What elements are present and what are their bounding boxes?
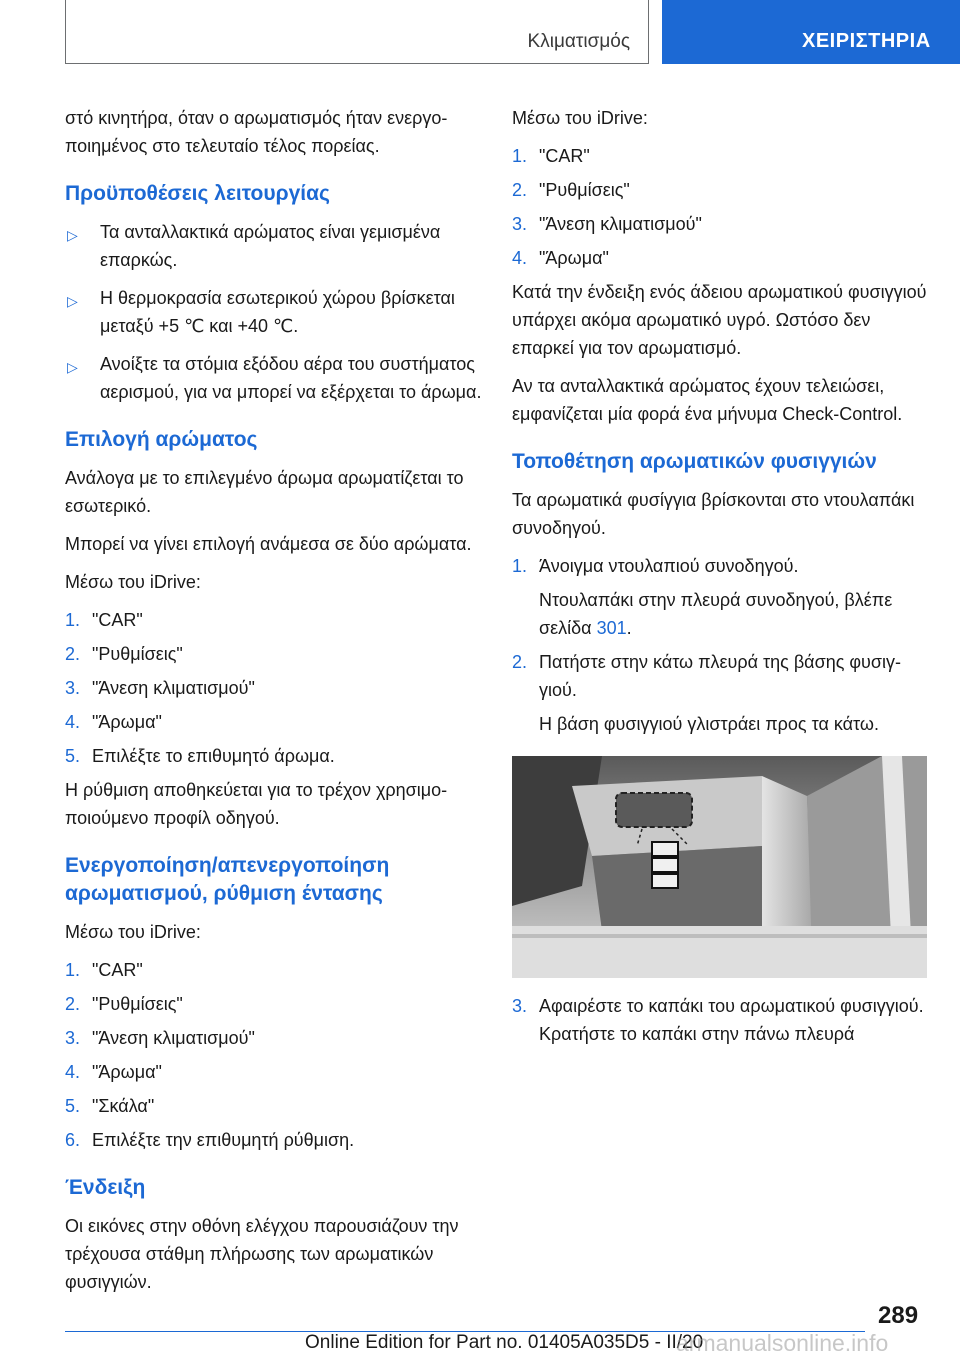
paragraph: Η ρύθμιση αποθηκεύεται για το τρέχον χρησιμοποιούμενο προφίλ οδηγού. (65, 780, 448, 828)
list-item: ▷ Η θερμοκρασία εσωτερικού χώρου βρίσκεται μεταξύ +5 ℃ και +40 ℃. (67, 288, 455, 336)
step-item: 4. "Άρωμα" (65, 712, 162, 732)
paragraph: Μέσω του iDrive: (512, 108, 648, 128)
header-frame (65, 0, 649, 64)
left-column (65, 104, 485, 1306)
heading-scent-selection: Επιλογή αρώματος (65, 428, 258, 451)
step-detail: Η βάση φυσιγγιού γλιστράει προς τα κάτω. (539, 714, 879, 734)
glovebox-cartridge-illustration (512, 756, 927, 978)
paragraph: Μέσω του iDrive: (65, 572, 201, 592)
step-item: 1. "CAR" (65, 960, 143, 980)
triangle-bullet-icon: ▷ (67, 227, 78, 243)
page-number: 289 (878, 1302, 919, 1329)
step-item: 4. "Άρωμα" (512, 248, 609, 268)
triangle-bullet-icon: ▷ (67, 359, 78, 375)
edition-footer: Online Edition for Part no. 01405A035D5 - II/20 (305, 1332, 704, 1353)
intro-paragraph: στό κινητήρα, όταν ο αρωματισμός ήταν ενεργοποιημένος στο τελευταίο τέλος πορείας. (65, 108, 448, 156)
chapter-tab[interactable] (662, 0, 960, 64)
step-item: 2. "Ρυθμίσεις" (65, 644, 183, 664)
triangle-bullet-icon: ▷ (67, 293, 78, 309)
step-item: 3. Αφαιρέστε το καπάκι του αρωματικού φυσιγγιού. Κρατήστε το καπάκι στην πάνω πλευρά (512, 996, 924, 1044)
step-item: 2. "Ρυθμίσεις" (512, 180, 630, 200)
step-item: 6. Επιλέξτε την επιθυμητή ρύθμιση. (65, 1130, 355, 1150)
step-item: 3. "Άνεση κλιματισμού" (65, 678, 255, 698)
paragraph: Μπορεί να γίνει επιλογή ανάμεσα σε δύο αρώματα. (65, 534, 472, 554)
list-item: ▷ Ανοίξτε τα στόμια εξόδου αέρα του συστήματος αερισμού, για να μπορεί να εξέρχεται το άρωμα. (67, 354, 482, 402)
chapter-tab-label: ΧΕΙΡΙΣΤΗΡΙΑ (802, 30, 931, 52)
step-item: 3. "Άνεση κλιματισμού" (512, 214, 702, 234)
heading-insert-cartridges: Τοποθέτηση αρωματικών φυσιγγιών (512, 450, 877, 473)
paragraph: Οι εικόνες στην οθόνη ελέγχου παρουσιάζουν την τρέχουσα στάθμη πλήρωσης των αρωματικών φυσιγγιών. (65, 1216, 459, 1292)
watermark: armanualsonline.info (676, 1330, 889, 1356)
step-item: 3. "Άνεση κλιματισμού" (65, 1028, 255, 1048)
heading-activation: Ενεργοποίηση/απενεργοποίηση αρωματισμού, ρύθμιση έντασης (65, 854, 390, 905)
page-reference-link[interactable]: 301 (596, 618, 627, 638)
right-column (512, 104, 927, 1054)
glovebox-photo-icon (512, 756, 927, 978)
step-item: 4. "Άρωμα" (65, 1062, 162, 1082)
list-item: ▷ Τα ανταλλακτικά αρώματος είναι γεμισμένα επαρκώς. (67, 222, 441, 270)
paragraph: Κατά την ένδειξη ενός άδειου αρωματικού φυσιγγιού υπάρχει ακόμα αρωματικό υγρό. Ωστόσο δεν επαρκεί για τον αρωματισμό. (512, 282, 927, 358)
step-item: 1. Άνοιγμα ντουλαπιού συνοδηγού. (512, 556, 799, 576)
paragraph: Μέσω του iDrive: (65, 922, 201, 942)
step-item: 2. Πατήστε στην κάτω πλευρά της βάσης φυσιγγιού. (512, 652, 902, 700)
paragraph: Ανάλογα με το επιλεγμένο άρωμα αρωματίζεται το εσωτερικό. (65, 468, 464, 516)
step-item: 1. "CAR" (65, 610, 143, 630)
heading-prerequisites: Προϋποθέσεις λειτουργίας (65, 182, 330, 205)
paragraph: Τα αρωματικά φυσίγγια βρίσκονται στο ντουλαπάκι συνοδηγού. (512, 490, 915, 538)
section-title: Κλιματισμός (527, 31, 630, 52)
step-detail: Ντουλαπάκι στην πλευρά συνοδηγού, βλέπε σελίδα 301. (539, 590, 893, 638)
step-item: 2. "Ρυθμίσεις" (65, 994, 183, 1014)
step-item: 5. Επιλέξτε το επιθυμητό άρωμα. (65, 746, 335, 766)
paragraph: Αν τα ανταλλακτικά αρώματος έχουν τελειώσει, εμφανίζεται μία φορά ένα μήνυμα Check-Control. (512, 376, 903, 424)
step-item: 1. "CAR" (512, 146, 590, 166)
step-item: 5. "Σκάλα" (65, 1096, 155, 1116)
heading-display: Ένδειξη (65, 1176, 146, 1199)
